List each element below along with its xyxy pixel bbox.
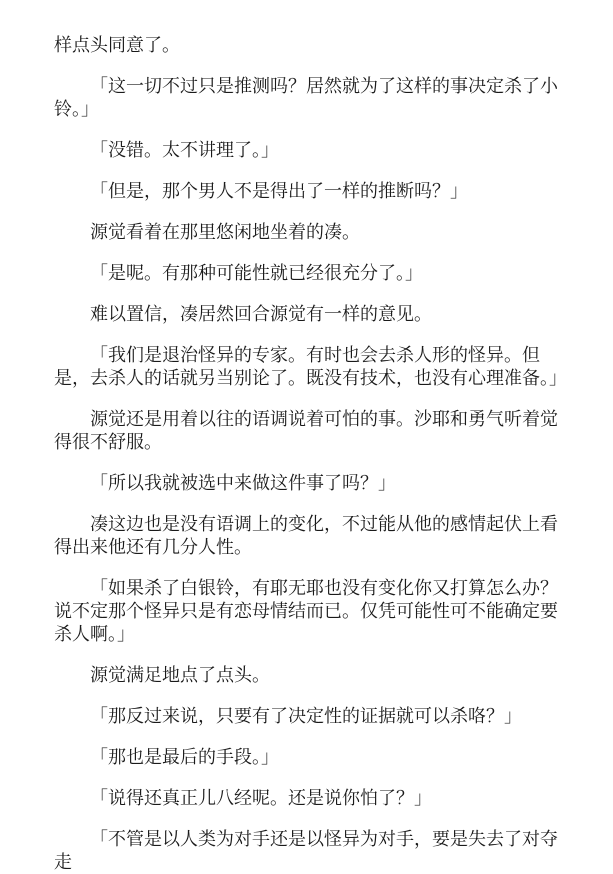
paragraph: 「没错。太不讲理了。」 xyxy=(90,140,279,161)
paragraph: 「我们是退治怪异的专家。有时也会去杀人形的怪异。但是，去杀人的话就另当别论了。既没有技术，也没有心理准备。」 xyxy=(54,345,567,389)
paragraph: 「那也是最后的手段。」 xyxy=(90,747,279,768)
paragraph: 「不管是以人类为对手还是以怪异为对手，要是失去了对夺走 xyxy=(54,829,558,873)
paragraph: 「但是，那个男人不是得出了一样的推断吗？」 xyxy=(90,181,468,202)
paragraph: 「所以我就被选中来做这件事了吗？」 xyxy=(90,473,396,494)
paragraph: 「是呢。有那种可能性就已经很充分了。」 xyxy=(90,263,423,284)
paragraph: 源觉看着在那里悠闲地坐着的凑。 xyxy=(90,222,360,243)
paragraph: 「说得还真正儿八经呢。还是说你怕了？」 xyxy=(90,788,432,809)
paragraph: 「那反过来说，只要有了决定性的证据就可以杀咯？」 xyxy=(90,706,522,727)
paragraph: 源觉满足地点了点头。 xyxy=(90,665,270,686)
paragraph: 难以置信，凑居然回合源觉有一样的意见。 xyxy=(90,304,432,325)
paragraph: 源觉还是用着以往的语调说着可怕的事。沙耶和勇气听着觉得很不舒服。 xyxy=(54,409,558,453)
paragraph: 「这一切不过只是推测吗？居然就为了这样的事决定杀了小铃。」 xyxy=(54,76,558,120)
paragraph: 凑这边也是没有语调上的变化，不过能从他的感情起伏上看得出来他还有几分人性。 xyxy=(54,514,558,558)
paragraph: 「如果杀了白银铃，有耶无耶也没有变化你又打算怎么办？说不定那个怪异只是有恋母情结而已。仅凭可能性可不能确定要杀人啊。」 xyxy=(54,578,558,645)
paragraph: 样点头同意了。 xyxy=(54,35,180,56)
